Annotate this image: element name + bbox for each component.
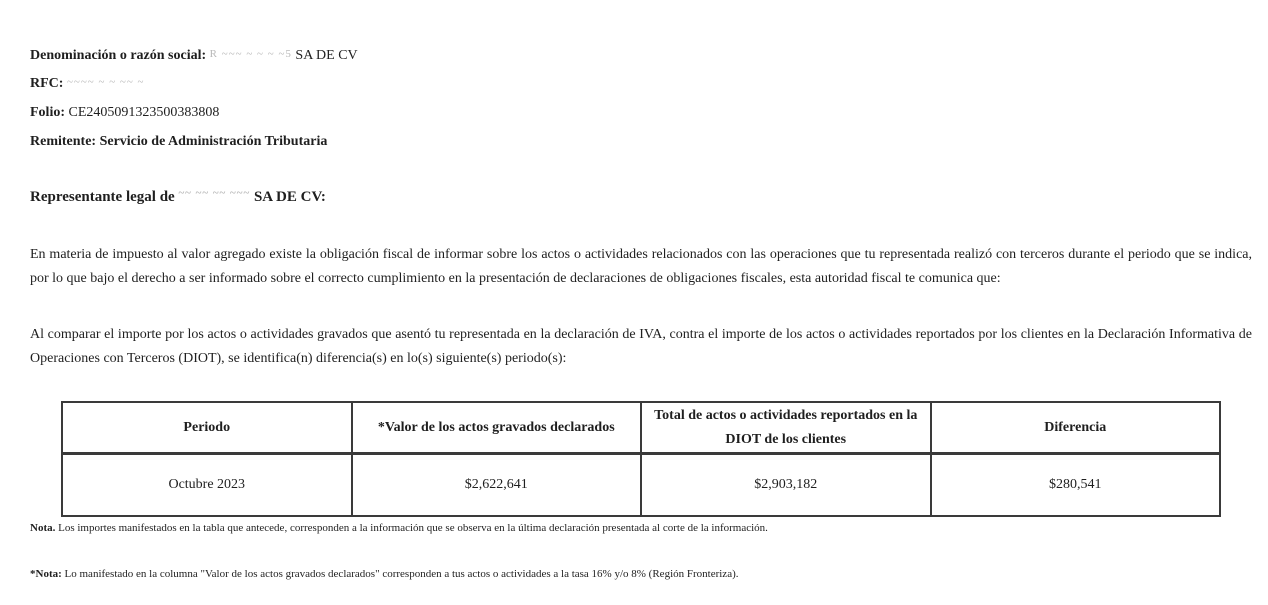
greeting-line [30, 189, 326, 206]
intro-paragraph: En materia de impuesto al valor agregado existe la obligación fiscal de informar sobre los actos o actividades relacionados con las operaciones que tu representada realizó con terceros durante el periodo que se indica, por lo que bajo el derecho a ser informado sobre el correcto cumplimiento en la presentación de declaraciones de obligaciones fiscales, esta autoridad fiscal te comunica que: [30, 247, 1252, 286]
header-diferencia: Diferencia [931, 402, 1221, 454]
rfc-redacted: ~~~~ ~ ~ ~~ ~ [66, 76, 145, 88]
greeting-redacted: ~~ ~~ ~~ ~~~ [178, 187, 251, 199]
note-1-text: Los importes manifestados en la tabla que antecede, corresponden a la información que se observa en la última declaración presentada al corte de la información. [58, 522, 768, 534]
header-total-diot: Total de actos o actividades reportados en la DIOT de los clientes [641, 402, 931, 454]
greeting-prefix: Representante legal de [30, 189, 175, 205]
razon-social-value: SA DE CV [295, 48, 358, 63]
header-periodo: Periodo [62, 402, 352, 454]
note-2-label: *Nota: [30, 568, 62, 580]
table-row [62, 454, 1220, 517]
folio-line [30, 105, 219, 121]
note-1 [30, 522, 768, 534]
folio-label: Folio: [30, 105, 65, 120]
comparison-paragraph: Al comparar el importe por los actos o actividades gravados que asentó tu representada en la declaración de IVA, contra el importe de los actos o actividades reportados por los clientes en la Declaración Informativa de Operaciones con Terceros (DIOT), se identifica(n) diferencia(s) en lo(s) siguiente(s) periodo(s): [30, 327, 1252, 366]
folio-value: CE2405091323500383808 [68, 105, 220, 120]
remitente-value: Servicio de Administración Tributaria [99, 134, 328, 149]
razon-social-line [30, 48, 358, 64]
remitente-label: Remitente: [30, 134, 97, 149]
note-1-label: Nota. [30, 522, 56, 534]
razon-social-redacted: R ~~~ ~ ~ ~ ~5 [209, 48, 292, 60]
note-2-text: Lo manifestado en la columna "Valor de los actos gravados declarados" corresponden a tus actos o actividades a la tasa 16% y/o 8% (Región Fronteriza). [64, 568, 739, 580]
razon-social-label: Denominación o razón social: [30, 48, 207, 63]
rfc-line [30, 76, 145, 92]
rfc-label: RFC: [30, 76, 64, 91]
cell-total-diot: $2,903,182 [641, 454, 931, 517]
greeting-suffix: SA DE CV: [253, 189, 326, 205]
table-header-row [62, 402, 1220, 454]
cell-diferencia: $280,541 [931, 454, 1221, 517]
differences-table [61, 401, 1221, 517]
note-2 [30, 568, 739, 580]
header-valor-declarado: *Valor de los actos gravados declarados [352, 402, 642, 454]
cell-periodo: Octubre 2023 [62, 454, 352, 517]
cell-valor-declarado: $2,622,641 [352, 454, 642, 517]
remitente-line [30, 134, 327, 150]
